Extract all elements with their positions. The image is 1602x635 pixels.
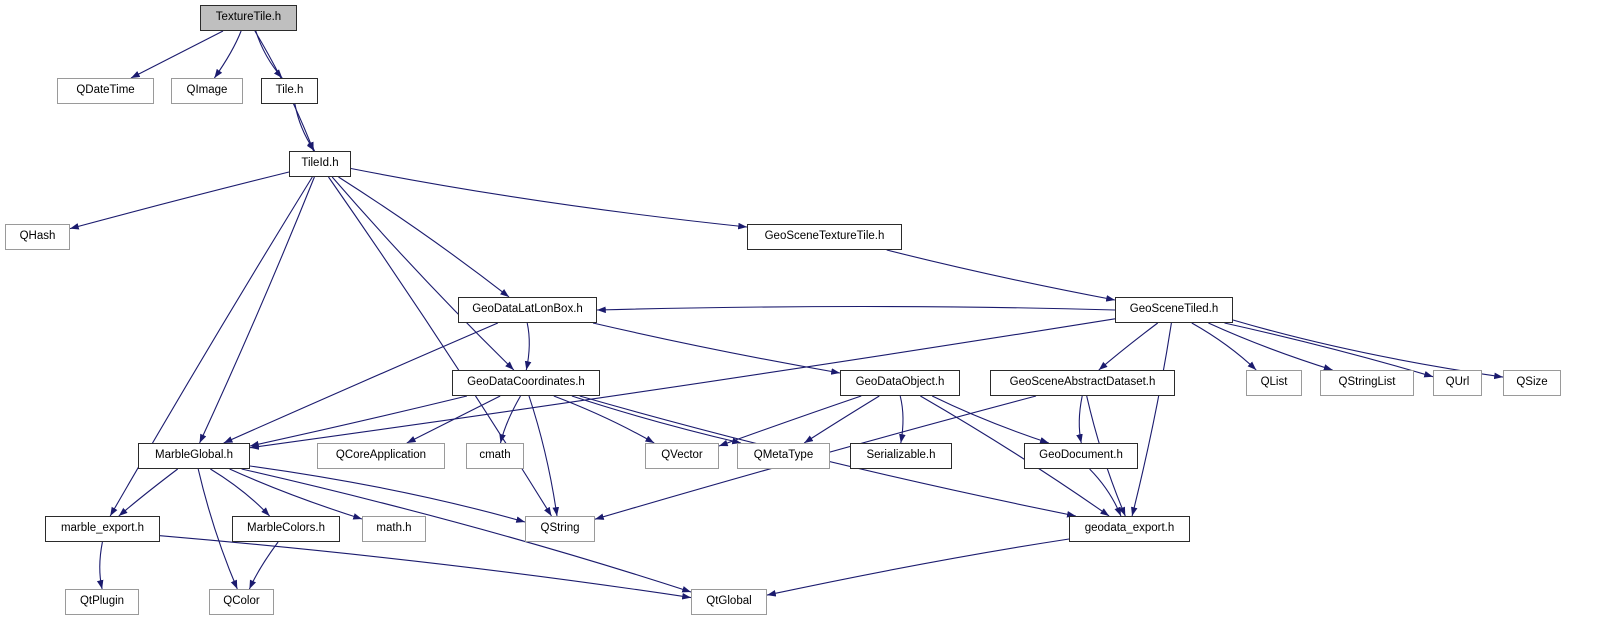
edge-geoscenetiled-to-geodata_export xyxy=(1132,323,1171,516)
graph-node-label: GeoDocument.h xyxy=(1039,449,1123,462)
graph-node-qstringlist[interactable] xyxy=(1320,370,1414,396)
graph-node-serializable[interactable] xyxy=(850,443,952,469)
graph-node-qstring[interactable] xyxy=(525,516,595,542)
edge-tileid-to-marbleglobal xyxy=(200,177,315,443)
edge-tileid-to-qhash xyxy=(70,172,289,229)
edge-geosceneabstract-to-geodocument xyxy=(1079,396,1082,443)
edge-geodataobject-to-qmetatype xyxy=(804,396,879,443)
edge-marbleglobal-to-qstring xyxy=(250,466,525,522)
edge-texturetile-to-qimage xyxy=(214,31,241,78)
graph-node-mathh[interactable] xyxy=(362,516,426,542)
graph-node-geoscenetiled[interactable] xyxy=(1115,297,1233,323)
graph-node-label: MarbleColors.h xyxy=(247,522,325,535)
graph-node-marblecolors[interactable] xyxy=(232,516,340,542)
graph-node-label: QtPlugin xyxy=(79,595,125,608)
edge-geodatacoordinates-to-qvector xyxy=(554,396,654,443)
graph-node-label: GeoDataObject.h xyxy=(855,376,945,389)
edge-tileid-to-geodatalatlonbox xyxy=(339,177,510,297)
graph-node-marble_export[interactable] xyxy=(45,516,160,542)
graph-node-label: TextureTile.h xyxy=(215,11,282,24)
graph-node-geodatacoordinates[interactable] xyxy=(452,370,600,396)
edge-geodata_export-to-qtglobal xyxy=(767,539,1069,595)
graph-node-qvector[interactable] xyxy=(645,443,719,469)
edge-geodatacoordinates-to-marbleglobal xyxy=(250,396,467,446)
edge-geodataobject-to-geodocument xyxy=(932,396,1049,443)
graph-node-qsize[interactable] xyxy=(1503,370,1561,396)
edge-geoscenetiled-to-geodatalatlonbox xyxy=(597,307,1115,311)
graph-node-qcolor[interactable] xyxy=(209,589,274,615)
edge-geodatacoordinates-to-qstring xyxy=(529,396,557,516)
graph-node-label: MarbleGlobal.h xyxy=(155,449,233,462)
edge-geodatalatlonbox-to-geodataobject xyxy=(593,323,840,373)
graph-node-tile[interactable] xyxy=(261,78,318,104)
edge-tileid-to-geodatacoordinates xyxy=(332,177,514,370)
edge-geoscenetiled-to-qlist xyxy=(1192,323,1256,370)
graph-node-qurl[interactable] xyxy=(1433,370,1482,396)
graph-node-geodocument[interactable] xyxy=(1024,443,1138,469)
graph-node-label: QVector xyxy=(661,449,703,462)
edge-geodatacoordinates-to-cmath xyxy=(501,396,521,443)
graph-node-texturetile[interactable] xyxy=(200,5,297,31)
graph-node-qimage[interactable] xyxy=(171,78,243,104)
graph-node-label: GeoSceneTiled.h xyxy=(1129,303,1219,316)
edge-marbleglobal-to-mathh xyxy=(230,469,362,519)
edge-geodataobject-to-serializable xyxy=(900,396,903,443)
graph-node-label: Serializable.h xyxy=(866,449,936,462)
graph-node-cmath[interactable] xyxy=(466,443,524,469)
edge-geodatacoordinates-to-qmetatype xyxy=(572,396,741,443)
edge-tileid-to-geoscenetexturetile xyxy=(351,169,747,228)
graph-node-label: QMetaType xyxy=(753,449,814,462)
graph-node-label: QStringList xyxy=(1338,376,1396,389)
graph-node-label: QDateTime xyxy=(76,84,135,97)
graph-node-label: GeoDataCoordinates.h xyxy=(467,376,585,389)
edge-marbleglobal-to-marblecolors xyxy=(210,469,269,516)
graph-node-label: cmath xyxy=(479,449,511,462)
graph-node-label: TileId.h xyxy=(301,157,339,170)
graph-node-qtplugin[interactable] xyxy=(65,589,139,615)
edge-geoscenetiled-to-marbleglobal xyxy=(250,319,1115,448)
edge-geodataobject-to-qvector xyxy=(719,396,861,446)
graph-node-qtglobal[interactable] xyxy=(691,589,767,615)
graph-node-label: math.h xyxy=(376,522,412,535)
edge-marble_export-to-qtplugin xyxy=(100,542,103,589)
graph-node-label: QImage xyxy=(186,84,228,97)
graph-node-marbleglobal[interactable] xyxy=(138,443,250,469)
graph-node-label: QSize xyxy=(1516,376,1548,389)
graph-node-qlist[interactable] xyxy=(1246,370,1302,396)
graph-node-label: marble_export.h xyxy=(60,522,145,535)
edge-tile-to-tileid xyxy=(295,104,315,151)
graph-node-label: QColor xyxy=(223,595,260,608)
edge-geodatalatlonbox-to-geodatacoordinates xyxy=(526,323,529,370)
edge-geoscenetiled-to-qstringlist xyxy=(1208,323,1332,370)
graph-node-qdatetime[interactable] xyxy=(57,78,154,104)
graph-node-label: GeoDataLatLonBox.h xyxy=(472,303,583,316)
edge-geoscenetexturetile-to-geoscenetiled xyxy=(887,250,1115,300)
edge-geoscenetiled-to-geosceneabstract xyxy=(1099,323,1158,370)
edge-marbleglobal-to-marble_export xyxy=(119,469,178,516)
graph-node-label: QList xyxy=(1260,376,1288,389)
graph-node-label: QUrl xyxy=(1445,376,1470,389)
graph-node-label: geodata_export.h xyxy=(1084,522,1175,535)
edge-texturetile-to-tile xyxy=(256,31,282,78)
graph-node-qhash[interactable] xyxy=(5,224,70,250)
graph-node-label: QString xyxy=(540,522,580,535)
graph-node-label: GeoSceneTextureTile.h xyxy=(764,230,885,243)
graph-node-label: Tile.h xyxy=(275,84,304,97)
edge-geodocument-to-geodata_export xyxy=(1090,469,1121,516)
graph-node-geoscenetexturetile[interactable] xyxy=(747,224,902,250)
graph-node-geodataobject[interactable] xyxy=(840,370,960,396)
graph-node-qmetatype[interactable] xyxy=(737,443,830,469)
edge-geoscenetiled-to-qurl xyxy=(1225,323,1434,377)
graph-node-qcoreapplication[interactable] xyxy=(317,443,445,469)
graph-node-geodatalatlonbox[interactable] xyxy=(458,297,597,323)
graph-node-label: QCoreApplication xyxy=(335,449,427,462)
edge-texturetile-to-qdatetime xyxy=(131,31,223,78)
graph-node-label: GeoSceneAbstractDataset.h xyxy=(1009,376,1156,389)
graph-node-geosceneabstract[interactable] xyxy=(990,370,1175,396)
graph-node-label: QHash xyxy=(19,230,56,243)
edge-marblecolors-to-qcolor xyxy=(249,542,278,589)
graph-node-tileid[interactable] xyxy=(289,151,351,177)
edge-geoscenetiled-to-qsize xyxy=(1233,320,1503,377)
edge-geodatacoordinates-to-qcoreapplication xyxy=(407,396,500,443)
graph-node-label: QtGlobal xyxy=(706,595,752,608)
graph-node-geodata_export[interactable] xyxy=(1069,516,1190,542)
